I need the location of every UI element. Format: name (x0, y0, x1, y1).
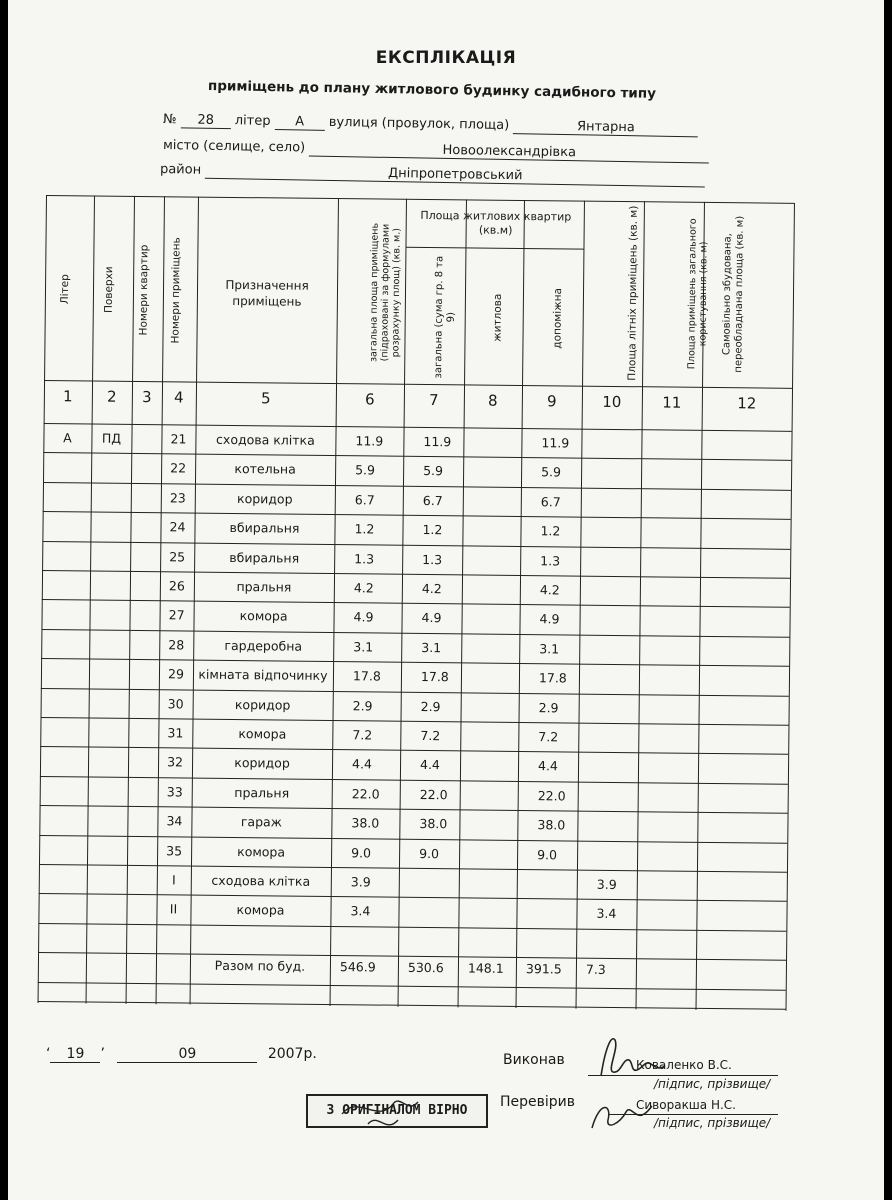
cell-c8 (484, 435, 542, 436)
cell-n: 22 (170, 460, 187, 476)
liter-label: літер (234, 113, 271, 129)
cell-liter (41, 695, 89, 696)
cell-c7: 1.3 (422, 551, 443, 567)
date-month: 09 (117, 1046, 257, 1063)
cell-c6: 3.4 (350, 903, 371, 919)
executed-underline (588, 1075, 778, 1076)
cell-c7: 3.1 (421, 639, 442, 655)
cell-name: пральня (236, 579, 292, 595)
cell-c6: 11.9 (355, 433, 384, 449)
cell-c7: 5.9 (423, 463, 444, 479)
total-label: Разом по буд. (214, 957, 306, 974)
cell-c6: 2.9 (352, 697, 373, 714)
cell-c8 (479, 846, 537, 847)
cell-c8 (482, 552, 540, 553)
cell-c9: 9.0 (537, 846, 558, 862)
liter-value: А (275, 114, 325, 131)
cell-liter (40, 753, 88, 754)
cell-n: 32 (167, 754, 184, 770)
city-label: місто (селище, село) (162, 138, 306, 156)
cell-c7 (419, 875, 479, 876)
cell-c8 (481, 640, 539, 641)
header-rooms: Номери приміщень (169, 237, 183, 344)
cell-c6: 1.2 (354, 521, 375, 537)
cell-liter (43, 518, 91, 519)
document-page (8, 0, 884, 1200)
cell-c6: 38.0 (351, 815, 380, 831)
cell-n: I (171, 872, 176, 888)
column-number-11: 11 (662, 393, 682, 412)
cell-c9: 2.9 (538, 699, 559, 715)
cell-name: комора (237, 843, 286, 860)
cell-c7: 38.0 (419, 816, 448, 832)
cell-c6: 9.0 (351, 844, 372, 861)
header-common-area: Площа приміщень загального користування (кв. м) (686, 218, 710, 370)
cell-c9: 7.2 (538, 729, 559, 745)
cell-n: 34 (166, 813, 183, 829)
column-number-3: 3 (142, 388, 152, 407)
cell-liter (39, 842, 87, 843)
cell-n: 25 (169, 548, 186, 565)
cell-liter (40, 724, 88, 725)
cell-n: 23 (169, 490, 186, 506)
cell-c9: 17.8 (538, 670, 567, 686)
header-residential-group: Площа житлових квартир (кв.м) (420, 208, 572, 237)
district-line (160, 162, 705, 188)
cell-c10 (601, 465, 661, 466)
cell-name: пральня (234, 784, 290, 801)
city-line (163, 138, 710, 164)
cell-c10 (599, 642, 659, 643)
cell-c9: 4.2 (539, 582, 560, 598)
cell-c8 (480, 729, 538, 730)
header-general: загальна (сума гр. 8 та 9) (433, 255, 457, 379)
header-apartments: Номери квартир (137, 244, 151, 336)
column-number-12: 12 (737, 394, 757, 413)
cell-name: сходова клітка (211, 872, 311, 889)
document-subtitle: приміщень до плану житлового будинку садибного типу (207, 78, 657, 102)
cell-name: коридор (237, 490, 293, 507)
cell-floor: ПД (101, 430, 122, 446)
cell-c7: 7.2 (420, 727, 441, 744)
cell-c10 (600, 583, 660, 584)
cell-c10 (600, 553, 660, 554)
column-number-8: 8 (487, 391, 498, 410)
cell-c9: 1.2 (540, 523, 561, 539)
cell-c8 (479, 876, 537, 877)
cell-liter (42, 577, 90, 578)
cell-n: 24 (169, 519, 186, 535)
header-unauthorized-area: Самовільно збудована, переобладнана площа (кв. м) (721, 215, 746, 373)
cell-name: комора (238, 726, 287, 742)
cell-n: 26 (168, 578, 185, 594)
cell-n: II (169, 901, 178, 917)
cell-c7: 4.4 (419, 757, 441, 773)
document-title: ЕКСПЛІКАЦІЯ (375, 48, 517, 68)
cell-liter (39, 871, 87, 872)
cell-c9: 6.7 (540, 493, 561, 510)
cell-liter (42, 606, 90, 607)
cell-name: коридор (234, 755, 290, 771)
cell-liter (43, 459, 91, 460)
checked-caption: /підпис, прізвище/ (654, 1116, 771, 1130)
cell-c10 (598, 730, 658, 731)
no-label: № (162, 112, 177, 128)
column-number-6: 6 (365, 390, 375, 409)
cell-c9: 4.9 (539, 611, 560, 627)
cell-c10 (599, 671, 659, 672)
cell-c6: 6.7 (354, 492, 375, 508)
district-value: Дніпропетровський (205, 163, 705, 188)
cell-c8 (483, 464, 541, 465)
cell-name: комора (239, 608, 288, 624)
cell-c10: 3.4 (596, 906, 617, 922)
total-c9: 391.5 (525, 961, 562, 977)
cell-liter (42, 548, 90, 549)
cell-name: вбиральня (229, 520, 300, 536)
cell-c7: 4.2 (421, 580, 442, 597)
cell-c10 (601, 524, 661, 525)
header-auxiliary: допоміжна (551, 288, 565, 349)
cell-liter (41, 665, 89, 666)
cell-c7 (419, 904, 479, 905)
cell-n: 31 (167, 725, 184, 741)
date-day: 19 (50, 1046, 100, 1063)
cell-c6: 17.8 (352, 668, 381, 684)
cell-c6: 4.4 (351, 756, 373, 772)
cell-c6: 4.2 (353, 580, 374, 596)
cell-liter (40, 783, 88, 784)
cell-c9: 5.9 (541, 464, 562, 480)
cell-c10 (600, 612, 660, 613)
cell-name: гараж (240, 814, 283, 830)
cell-n: 29 (167, 666, 185, 682)
explication-table (38, 195, 794, 1011)
cell-c10 (598, 818, 658, 819)
certified-copy-stamp: З ОРИГІНАЛОМ ВІРНО (306, 1094, 488, 1128)
column-number-5: 5 (261, 389, 271, 408)
cell-c6: 3.1 (353, 639, 374, 655)
cell-c8 (480, 758, 538, 759)
cell-c8 (480, 787, 538, 788)
cell-c6: 5.9 (355, 462, 376, 478)
cell-c9: 3.1 (539, 640, 560, 657)
cell-c6: 7.2 (352, 727, 373, 743)
cell-n: 28 (168, 637, 185, 653)
cell-c10: 3.9 (596, 876, 617, 893)
header-floors: Поверхи (102, 266, 116, 314)
cell-c7: 4.9 (421, 610, 442, 626)
cell-c10 (598, 759, 658, 760)
column-number-9: 9 (546, 392, 557, 411)
column-number-2: 2 (107, 387, 117, 406)
cell-liter (41, 636, 89, 637)
cell-liter (40, 812, 88, 813)
cell-name: кімната відпочинку (198, 666, 328, 684)
cell-c8 (482, 582, 540, 583)
cell-n: 27 (168, 607, 185, 623)
cell-c6: 1.3 (354, 550, 375, 567)
header-total-area: загальна площа приміщень (підраховані за формулами розрахунку площ) (кв. м.) (368, 222, 403, 363)
cell-c7: 22.0 (419, 786, 448, 803)
cell-n: 30 (167, 695, 184, 712)
cell-c7: 1.2 (422, 522, 443, 538)
cell-c8 (483, 523, 541, 524)
total-c8: 148.1 (467, 960, 504, 977)
total-c6: 546.9 (339, 959, 376, 975)
cell-n: 21 (170, 431, 187, 447)
cell-c10 (598, 789, 658, 790)
cell-c9: 22.0 (537, 787, 566, 804)
cell-name: комора (236, 902, 285, 918)
cell-c10 (601, 495, 661, 496)
cell-c6: 3.9 (350, 874, 371, 890)
header-summer-area: Площа літніх приміщень (кв. м) (626, 205, 640, 381)
cell-c9: 38.0 (537, 817, 566, 833)
cell-n: 35 (166, 842, 183, 859)
cell-c7: 9.0 (419, 845, 440, 861)
column-number-4: 4 (174, 388, 184, 407)
no-value: 28 (181, 112, 231, 129)
date-year: 2007р. (267, 1046, 317, 1062)
cell-liter (43, 489, 91, 490)
cell-c10 (599, 700, 659, 701)
column-number-10: 10 (602, 392, 622, 412)
cell-liter (39, 900, 87, 901)
cell-c7: 11.9 (423, 433, 452, 450)
city-value: Новоолександрівка (309, 141, 709, 164)
cell-c8 (482, 611, 540, 612)
cell-c7: 17.8 (420, 669, 449, 685)
cell-c9: 4.4 (537, 758, 559, 774)
cell-c7: 6.7 (422, 492, 443, 508)
header-liter: Літер (58, 274, 72, 305)
cell-c8 (479, 905, 537, 906)
cell-c8 (480, 817, 538, 818)
district-label: район (159, 162, 202, 178)
cell-c9 (537, 876, 597, 877)
cell-n: 33 (166, 784, 183, 800)
cell-name: вбиральня (229, 549, 300, 566)
total-c10: 7.3 (585, 961, 606, 978)
executed-caption: /підпис, прізвище/ (654, 1077, 771, 1091)
cell-liter: А (63, 430, 72, 446)
cell-c6: 4.9 (353, 609, 374, 625)
executed-label: Виконав (503, 1052, 565, 1068)
header-purpose: Призначення приміщень (225, 277, 309, 309)
column-number-1: 1 (63, 387, 73, 406)
cell-c7: 2.9 (420, 698, 441, 714)
checked-underline (608, 1114, 778, 1115)
total-c7: 530.6 (407, 960, 444, 976)
street-value: Янтарна (513, 118, 698, 137)
cell-c8 (481, 699, 539, 700)
cell-name: сходова клітка (216, 431, 315, 448)
executed-name: Коваленко В.С. (636, 1058, 732, 1072)
cell-name: котельна (234, 461, 296, 478)
street-label: вулиця (провулок, площа) (328, 114, 510, 134)
cell-c8 (483, 493, 541, 494)
header-living: житлова (491, 293, 504, 342)
cell-c8 (481, 670, 539, 671)
address-line (163, 112, 699, 137)
cell-c6: 22.0 (351, 786, 380, 802)
date-line: ‘ 19 ’ 09 2007р. (46, 1046, 317, 1062)
cell-c10 (602, 436, 662, 437)
cell-c9: 1.3 (540, 552, 561, 568)
checked-label: Перевірив (500, 1094, 576, 1110)
cell-c9: 11.9 (541, 435, 570, 451)
cell-name: гардеробна (224, 637, 303, 654)
cell-c9 (537, 906, 597, 907)
cell-name: коридор (234, 696, 291, 713)
checked-name: Сиворакша Н.С. (636, 1098, 736, 1112)
column-number-7: 7 (428, 391, 439, 410)
cell-c10 (597, 847, 657, 848)
